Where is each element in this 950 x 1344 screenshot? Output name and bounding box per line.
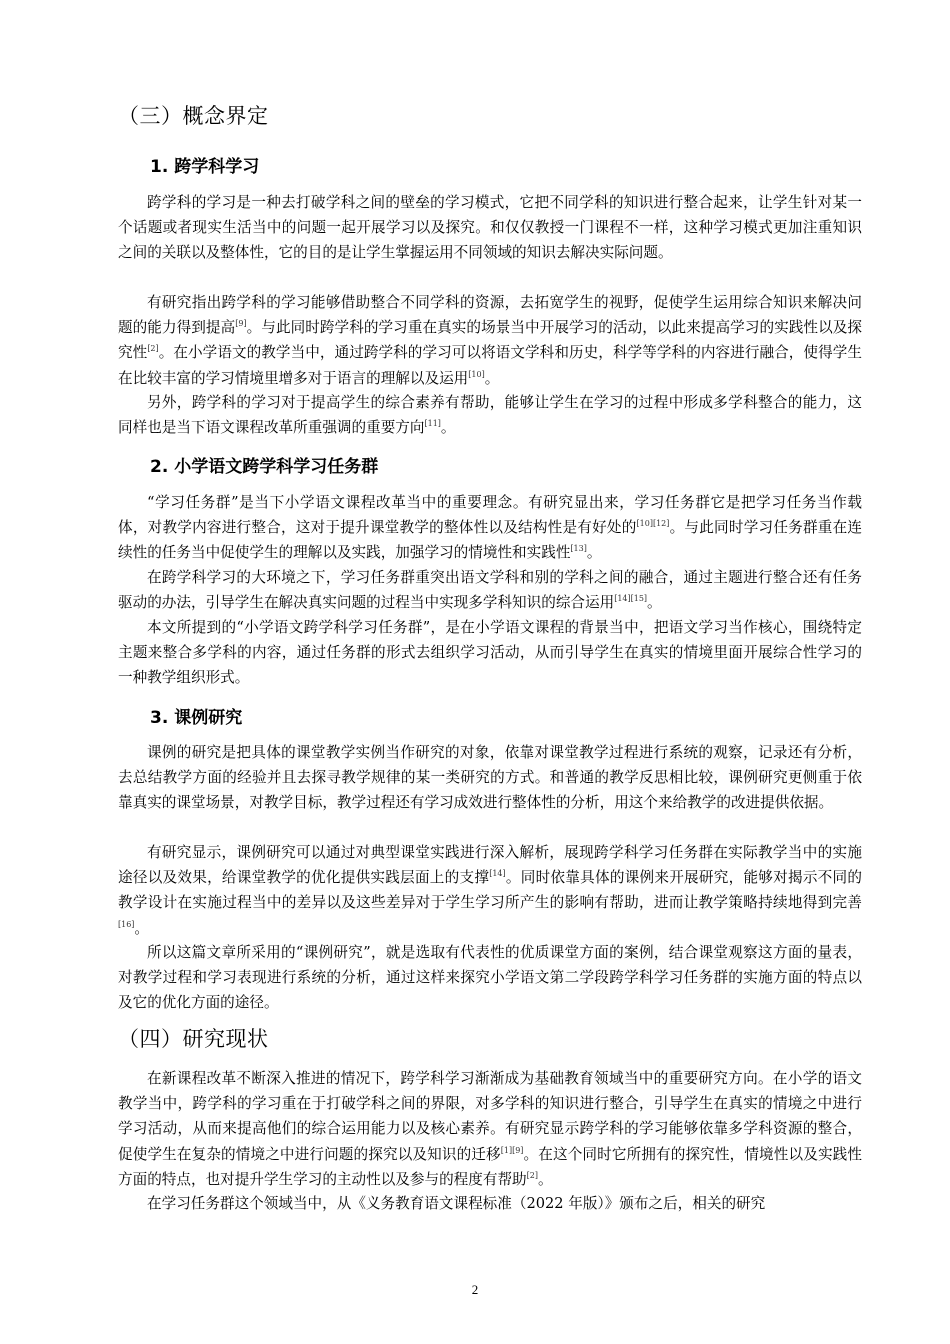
paragraph-interdisciplinary-definition (118, 190, 862, 266)
paragraph-text: 。 (440, 419, 456, 437)
paragraph-text: 跨学科的学习是一种去打破学科之间的壁垒的学习模式，它把不同学科的知识进行整合起来，让学生针对某一个话题或者现实生活当中的问题一起开展学习以及探究。和仅仅教授一门课程不一样，这种学习模式更加注重知识之间的关联以及整体性，它的目的是让学生掌握运用不同领域的知识去解决实际问题。 (118, 194, 862, 262)
paragraph-text: 在跨学科学习的大环境之下，学习任务群重突出语文学科和别的学科之间的融合，通过主题进行整合还有任务驱动的办法，引导学生在解决真实问题的过程当中实现多学科知识的综合运用 (118, 569, 862, 612)
subsection-heading-interdisciplinary-learning: 1. 跨学科学习 (150, 157, 260, 177)
paragraph-text: 。 (586, 544, 602, 562)
citation-ref: [9] (235, 319, 247, 329)
paragraph-text: 有研究指出跨学科的学习能够借助整合不同学科的资源，去拓宽学生的视野，促使学生运用综合知识来解决问题的能力得到提高 (118, 294, 862, 337)
paragraph-text: 。同时依靠具体的课例来开展研究，能够对揭示不同的教学设计在实施过程当中的差异以及这些差异对于学生学习所产生的影响有帮助，进而让教学策略持续地得到完善 (118, 869, 862, 912)
paragraph-text: 。 (134, 919, 150, 937)
citation-ref: [14] (489, 869, 506, 879)
paragraph-text: 在学习任务群这个领域当中，从《义务教育语文课程标准（2022 年版）》颁布之后，相关的研究 (147, 1195, 766, 1212)
paragraph-interdisciplinary-research (118, 290, 862, 391)
paragraph-text: 在新课程改革不断深入推进的情况下，跨学科学习渐渐成为基础教育领域当中的重要研究方向。在小学的语文教学当中，跨学科的学习重在于打破学科之间的界限，对多学科的知识进行整合，引导学生在真实的情境之中进行学习活动，从而来提高他们的综合运用能力以及核心素养。有研究显示跨学科的学习能够依靠多学科资源的整合，促使学生在复杂的情境之中进行问题的探究以及知识的迁移 (118, 1070, 862, 1163)
paragraph-research-status (118, 1066, 862, 1192)
paragraph-text: 。与此同时学习任务群重在连续性的任务当中促使学生的理解以及实践，加强学习的情境性和实践性 (118, 519, 862, 562)
paragraph-lesson-study-research (118, 840, 862, 941)
paragraph-text: 。 (484, 369, 500, 387)
paragraph-text: 。与此同时跨学科的学习重在真实的场景当中开展学习的活动，以此来提高学习的实践性以及探究性 (118, 319, 862, 362)
citation-ref: [16] (118, 919, 135, 929)
paragraph-text: 有研究显示，课例研究可以通过对典型课堂实践进行深入解析，展现跨学科学习任务群在实际教学当中的实施途径以及效果，给课堂教学的优化提供实践层面上的支撑 (118, 844, 862, 887)
paragraph-task-group-definition (118, 615, 862, 691)
citation-ref: [10][12] (636, 519, 670, 529)
paragraph-task-group-integration (118, 565, 862, 615)
paragraph-lesson-study-method (118, 940, 862, 1016)
paragraph-text: 课例的研究是把具体的课堂教学实例当作研究的对象，依靠对课堂教学过程进行系统的观察，记录还有分析，去总结教学方面的经验并且去探寻教学规律的某一类研究的方式。和普通的教学反思相比较，课例研究更侧重于依靠真实的课堂场景，对教学目标，教学过程还有学习成效进行整体性的分析，用这个来给教学的改进提供依据。 (118, 744, 862, 812)
paragraph-text: 本文所提到的“小学语文跨学科学习任务群”，是在小学语文课程的背景当中，把语文学习当作核心，围绕特定主题来整合多学科的内容，通过任务群的形式去组织学习活动，从而引导学生在真实的情境里面开展综合性学习的一种教学组织形式。 (118, 619, 862, 687)
citation-ref: [13] (570, 544, 587, 554)
page-number: 2 (471, 1282, 479, 1297)
paragraph-task-group-field (118, 1191, 862, 1216)
citation-ref: [2] (526, 1170, 538, 1180)
paragraph-interdisciplinary-literacy (118, 390, 862, 440)
section-heading-research-status: （四）研究现状 (118, 1027, 269, 1051)
paragraph-text: 。 (537, 1170, 553, 1188)
citation-ref: [2] (147, 344, 159, 354)
paragraph-text: 。 (647, 594, 662, 612)
section-heading-concepts: （三）概念界定 (118, 104, 269, 128)
paragraph-text: 。在小学语文的教学当中，通过跨学科的学习可以将语文学科和历史，科学等学科的内容进行融合，使得学生在比较丰富的学习情境里增多对于语言的理解以及运用 (118, 344, 862, 387)
paragraph-lesson-study-definition (118, 740, 862, 816)
paragraph-text: “学习任务群”是当下小学语文课程改革当中的重要理念。有研究显出来，学习任务群它是把学习任务当作载体，对教学内容进行整合，这对于提升课堂教学的整体性以及结构性是有好处的 (118, 494, 862, 537)
subsection-heading-lesson-study: 3. 课例研究 (150, 708, 243, 728)
paragraph-text: 另外，跨学科的学习对于提高学生的综合素养有帮助，能够让学生在学习的过程中形成多学科整合的能力，这同样也是当下语文课程改革所重强调的重要方向 (118, 394, 862, 437)
subsection-heading-task-groups: 2. 小学语文跨学科学习任务群 (150, 457, 379, 477)
citation-ref: [11] (424, 419, 441, 429)
paragraph-task-group-concept (118, 490, 862, 566)
citation-ref: [10] (468, 369, 485, 379)
citation-ref: [14][15] (614, 594, 648, 604)
paragraph-text: 所以这篇文章所采用的“课例研究”，就是选取有代表性的优质课堂方面的案例，结合课堂观察这方面的量表，对教学过程和学习表现进行系统的分析，通过这样来探究小学语文第二学段跨学科学习任务群的实施方面的特点以及它的优化方面的途径。 (118, 944, 862, 1012)
paragraph-text: 。在这个同时它所拥有的探究性，情境性以及实践性方面的特点，也对提升学生学习的主动性以及参与的程度有帮助 (118, 1145, 862, 1188)
citation-ref: [1][9] (500, 1145, 524, 1155)
